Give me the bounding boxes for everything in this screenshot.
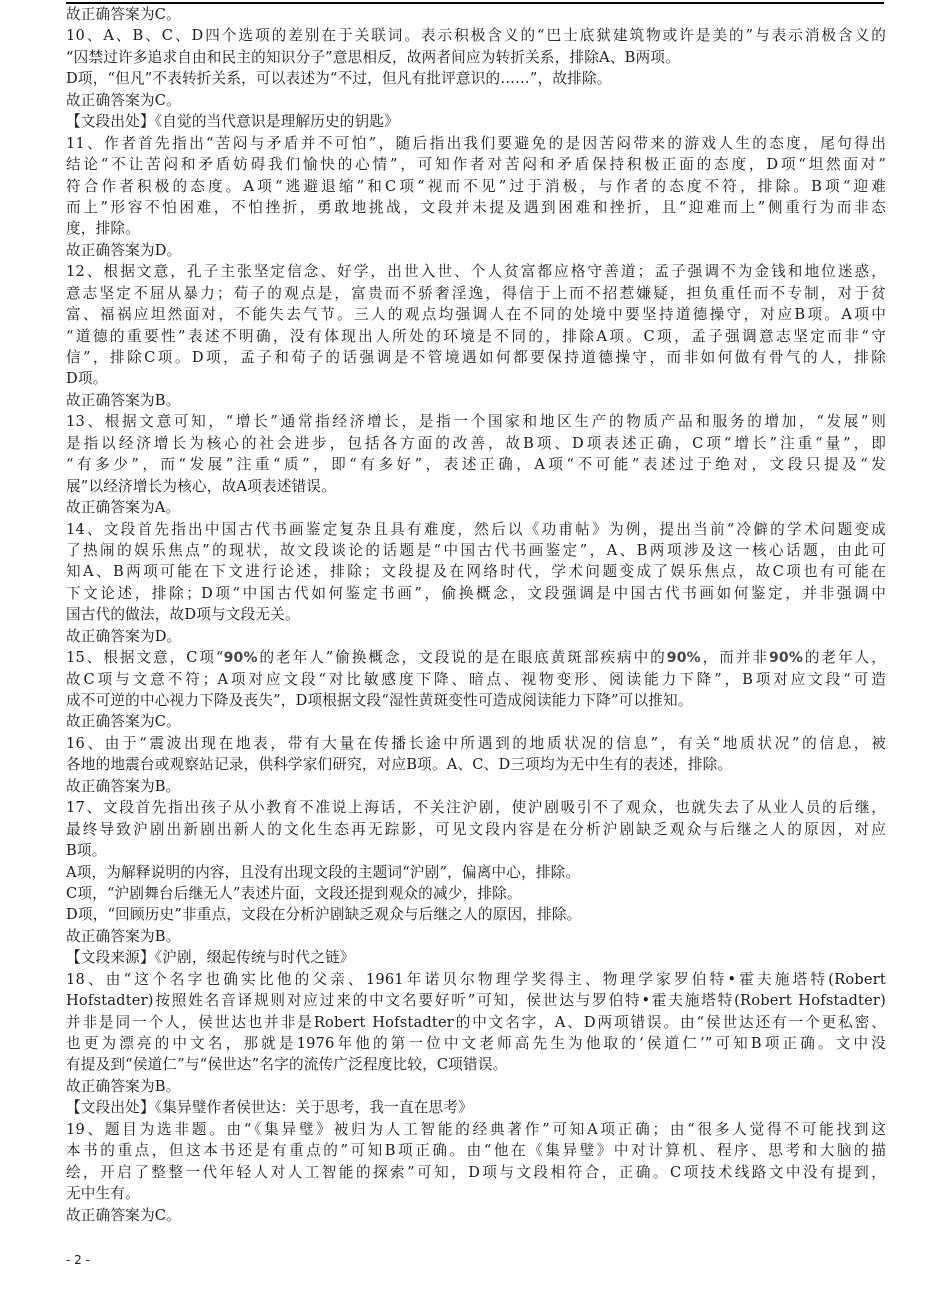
- text-line: D项。: [66, 370, 108, 388]
- text-line: A项，为解释说明的内容，且没有出现文段的主题词“沪剧”，偏离中心，排除。: [66, 863, 581, 881]
- text-line: 13、根据文意可知，“增长”通常指经济增长，是指一个国家和地区生产的物质产品和服务的增加，“发展”则: [66, 413, 886, 431]
- text-line: 国古代的做法，故D项与文段无关。: [66, 606, 300, 624]
- text-line: 本书的重点，但这本书还是有重点的”可知B项正确。由“他在《集异璧》中对计算机、程序、思考和大脑的描: [66, 1142, 886, 1160]
- text-line: D项，“回顾历史”非重点，文段在分析沪剧缺乏观众与后继之人的原因，排除。: [66, 906, 582, 924]
- text-line: “道德的重要性”表述不明确，没有体现出人所处的环境是不同的，排除A项。C项，孟子强调意志坚定而非“守: [66, 327, 886, 345]
- text-line: 并非是同一个人，侯世达也并非是Robert Hofstadter的中文名字，A、D两项错误。由“侯世达还有一个更私密、: [66, 1013, 886, 1031]
- page-number: - 2 -: [66, 1253, 90, 1267]
- text-line: 故正确答案为C。: [66, 1206, 181, 1224]
- text-line: 各地的地震台或观察站记录，供科学家们研究，对应B项。A、C、D三项均为无中生有的表述，排除。: [66, 756, 733, 774]
- text-line: 11、作者首先指出“苦闷与矛盾并不可怕”，随后指出我们要避免的是因苦闷带来的游戏人生的态度，尾句得出: [66, 134, 886, 152]
- text-line: 12、根据文意，孔子主张坚定信念、好学，出世入世、个人贫富都应格守善道；孟子强调不为金钱和地位迷惑，: [66, 263, 886, 281]
- text-line: B项。: [66, 842, 107, 860]
- text-segment: 的老年人，: [803, 649, 886, 667]
- text-line: 故C项与文意不符；A项对应文段“对比敏感度下降、暗点、视物变形、阅读能力下降”，B项对应文段“可造: [66, 670, 886, 688]
- text-line: 而上”形容不怕困难，不怕挫折，勇敢地挑战，文段并未提及遇到困难和挫折，且“迎难而上”侧重行为而非态: [66, 198, 886, 216]
- text-line: 16、由于“震波出现在地表，带有大量在传播长途中所遇到的地质状况的信息”，有关“地质状况”的信息，被: [66, 734, 886, 752]
- text-line: 富、福祸应坦然面对，不能失去气节。三人的观点均强调人在不同的处境中要坚持道德操守，对应B项。A项中: [66, 306, 886, 324]
- text-line: 故正确答案为C。: [66, 6, 181, 23]
- text-line: 知A、B两项可能在下文进行论述，排除；文段提及在网络时代，学术问题变成了娱乐焦点，故C项也有可能在: [66, 563, 886, 581]
- text-line: 10、A、B、C、D四个选项的差别在于关联词。表示积极含义的“巴士底狱建筑物或许是美的”与表示消极含义的: [66, 27, 886, 45]
- text-line: 18、由“这个名字也确实比他的父亲、1961年诺贝尔物理学奖得主、物理学家罗伯特•霍夫施塔特(Robert: [66, 970, 886, 988]
- text-segment: 的老年人”偷换概念，文段说的是在眼底黄斑部疾病中的: [257, 649, 667, 667]
- text-line: 展”以经济增长为核心，故A项表述错误。: [66, 477, 336, 495]
- text-line: 信”，排除C项。D项，孟子和荀子的话强调是不管境遇如何都要保持道德操守，而非如何做有骨气的人，排除: [66, 349, 886, 366]
- text-line: 故正确答案为D。: [66, 241, 182, 259]
- text-line: 【文段出处】《集异璧作者侯世达：关于思考，我一直在思考》: [66, 1099, 473, 1117]
- text-line: D项，“但凡”不表转折关系，可以表述为“不过，但凡有批评意识的……”，故排除。: [66, 70, 612, 88]
- answer-explanations: [66, 4, 886, 1226]
- text-line: 有提及到“侯道仁”与“侯世达”名字的流传广泛程度比较，C项错误。: [66, 1056, 508, 1074]
- text-line: 是指以经济增长为核心的社会进步，包括各方面的改善，故B项、D项表述正确，C项“增长”注重“量”，即: [66, 434, 886, 452]
- text-line: C项，“沪剧舞台后继无人”表述片面，文段还提到观众的减少，排除。: [66, 884, 522, 902]
- text-line: 结论“不让苦闷和矛盾妨碍我们愉快的心情”，可知作者对苦闷和矛盾保持积极正面的态度，D项“坦然面对”: [66, 156, 886, 174]
- q15-first-line: [66, 647, 886, 668]
- text-line: 【文段来源】《沪剧，缀起传统与时代之链》: [66, 949, 355, 967]
- text-line: 也更为漂亮的中文名，那就是1976年他的第一位中文老师高先生为他取的‘侯道仁’”可知B项正确。文中没: [66, 1035, 886, 1052]
- text-line: 14、文段首先指出中国古代书画鉴定复杂且具有难度，然后以《功甫帖》为例，提出当前“冷僻的学术问题变成: [66, 520, 886, 538]
- text-line: 故正确答案为C。: [66, 91, 181, 109]
- text-line: “囚禁过许多追求自由和民主的知识分子”意思相反，故两者间应为转折关系，排除A、B两项。: [66, 48, 680, 66]
- percent-figure: 90%: [223, 650, 258, 667]
- text-line: 下文论述，排除；D项“中国古代如何鉴定书画”，偷换概念，文段强调是中国古代书画如何鉴定，并非强调中: [66, 584, 886, 602]
- text-line: 故正确答案为B。: [66, 391, 181, 409]
- percent-figure: 90%: [666, 650, 701, 667]
- text-line: 故正确答案为D。: [66, 627, 182, 645]
- text-line: “有多少”，而“发展”注重“质”，即“有多好”，表述正确，A项“不可能”表述过于绝对，文段只提及“发: [66, 456, 886, 474]
- text-segment: ，而并非: [700, 649, 769, 667]
- text-line: 成不可逆的中心视力下降及丧失”，D项根据文段“湿性黄斑变性可造成阅读能力下降”可以推知。: [66, 692, 693, 709]
- text-line: 19、题目为选非题。由“《集异璧》被归为人工智能的经典著作”可知A项正确；由“很多人觉得不可能找到这: [66, 1120, 886, 1138]
- text-line: 最终导致沪剧出新剧出新人的文化生态再无踪影，可见文段内容是在分析沪剧缺乏观众与后继之人的原因，对应: [66, 820, 886, 838]
- text-line: 了热闹的娱乐焦点”的现状，故文段谈论的话题是“中国古代书画鉴定”，A、B两项涉及这一核心话题，由此可: [66, 541, 886, 559]
- text-line: 无中生有。: [66, 1185, 140, 1203]
- text-line: 绘，开启了整整一代年轻人对人工智能的探索”可知，D项与文段相符合，正确。C项技术线路文中没有提到，: [66, 1163, 886, 1181]
- text-line: 故正确答案为A。: [66, 499, 181, 517]
- text-line: 符合作者积极的态度。A项“逃避退缩”和C项“视而不见”过于消极，与作者的态度不符，排除。B项“迎难: [66, 177, 886, 195]
- text-line: 【文段出处】《自觉的当代意识是理解历史的钥匙》: [66, 113, 399, 131]
- text-line: 故正确答案为B。: [66, 777, 181, 795]
- percent-figure: 90%: [768, 650, 804, 667]
- text-line: 故正确答案为B。: [66, 927, 181, 945]
- text-line: 故正确答案为C。: [66, 713, 181, 731]
- text-line: Hofstadter)按照姓名音译规则对应过来的中文名要好听”可知，侯世达与罗伯特•霍夫施塔特(Robert Hofstadter): [66, 992, 886, 1010]
- text-line: 故正确答案为B。: [66, 1077, 181, 1095]
- text-line: 意志坚定不屈从暴力；荀子的观点是，富贵而不骄奢淫逸，得信于上而不招惹嫌疑，担负重任而不专制，对于贫: [66, 284, 886, 302]
- text-line: 度，排除。: [66, 220, 140, 238]
- text-segment: 15、根据文意，C项“: [66, 649, 224, 667]
- text-line: 17、文段首先指出孩子从小教育不准说上海话，不关注沪剧，使沪剧吸引不了观众，也就失去了从业人员的后继，: [66, 799, 886, 817]
